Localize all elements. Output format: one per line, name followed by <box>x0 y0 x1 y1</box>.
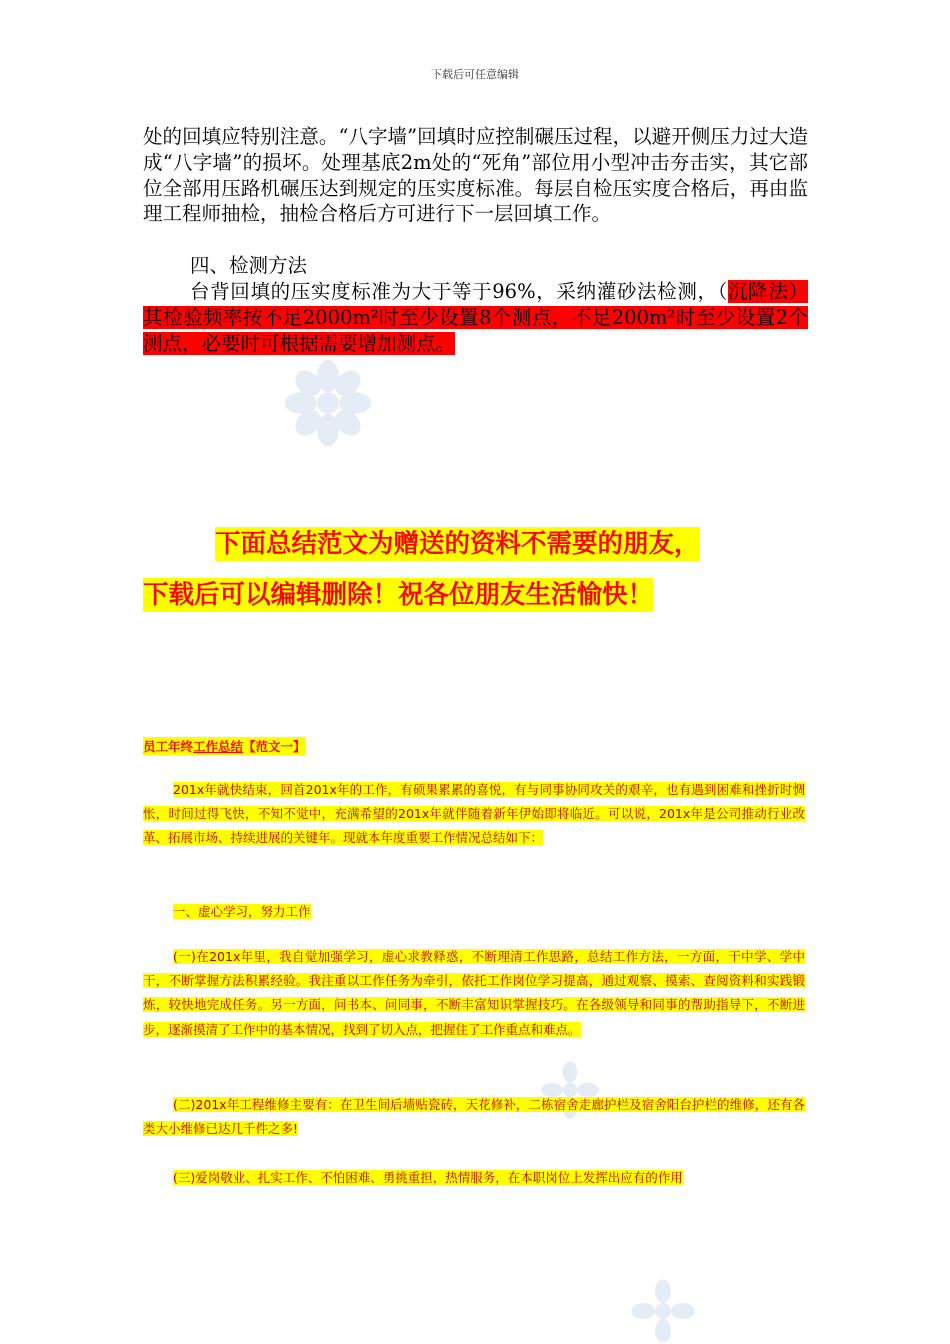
essay-title <box>143 737 306 755</box>
notice-line-2 <box>143 575 823 611</box>
essay-paragraph-2-text: (一)在201x年里，我自觉加强学习，虚心求教释惑，不断理清工作思路，总结工作方法，一方面，干中学、学中干，不断掌握方法积累经验。我注重以工作任务为牵引，依托工作岗位学习提高，通过观察、摸索、查阅资料和实践锻炼，较快地完成任务。另一方面，问书本、问同事，不断丰富知识掌握技巧。在各级领导和同事的帮助指导下，不断进步，逐渐摸清了工作中的基本情况，找到了切入点，把握住了工作重点和难点。 <box>143 949 805 1037</box>
essay-title-part-a: 员工年终 <box>143 739 194 754</box>
essay-paragraph-3 <box>143 1093 805 1141</box>
notice-line-1 <box>143 524 895 560</box>
essay-paragraph-3-text: (二)201x年工程维修主要有：在卫生间后墙贴瓷砖，天花修补，二栋宿舍走廊护栏及宿舍阳台护栏的维修，还有各类大小维修已达几千件之多! <box>143 1097 805 1137</box>
paragraph-testing <box>143 279 808 356</box>
essay-heading-1 <box>143 900 805 924</box>
paragraph-testing-highlight: 沉降法）其检验频率按不足2000m²时至少设置8个测点，不足200m²时至少设置2个测点，必要时可根据需要增加测点。 <box>143 280 808 355</box>
essay-paragraph-1 <box>143 778 805 851</box>
essay-heading-1-text: 一、虚心学习，努力工作 <box>173 904 311 919</box>
essay-paragraph-2 <box>143 945 805 1042</box>
watermark-flower-icon <box>630 1278 696 1344</box>
essay-title-part-c: 【范文一】 <box>243 739 306 754</box>
essay-paragraph-1-text: 201x年就快结束，回首201x年的工作，有硕果累累的喜悦，有与同事协同攻关的艰辛，也有遇到困难和挫折时惆怅，时间过得飞快，不知不觉中，充满希望的201x年就伴随着新年伊始即将临近。可以说，201x年是公司推动行业改革、拓展市场、持续进展的关键年。现就本年度重要工作情况总结如下： <box>143 782 805 846</box>
essay-title-link[interactable]: 工作总结 <box>193 739 244 754</box>
page-header: 下载后可任意编辑 <box>431 68 519 81</box>
paragraph-testing-text: 台背回填的压实度标准为大于等于96%，采纳灌砂法检测，（ <box>190 280 729 303</box>
essay-paragraph-4 <box>143 1166 805 1190</box>
watermark-flower-icon <box>283 358 373 448</box>
section-heading-testing: 四、检测方法 <box>190 254 308 277</box>
notice-line-2-text: 下载后可以编辑删除！祝各位朋友生活愉快！ <box>143 580 654 610</box>
paragraph-backfill: 处的回填应特别注意。“八字墙”回填时应控制碾压过程，以避开侧压力过大造成“八字墙”的损坏。处理基底2m处的“死角”部位用小型冲击夯击实，其它部位全部用压路机碾压达到规定的压实度标准。每层自检压实度合格后，再由监理工程师抽检，抽检合格后方可进行下一层回填工作。 <box>143 125 808 226</box>
essay-paragraph-4-text: (三)爱岗敬业、扎实工作、不怕困难、勇挑重担，热情服务，在本职岗位上发挥出应有的作用 <box>173 1170 683 1185</box>
notice-line-1-text: 下面总结范文为赠送的资料不需要的朋友， <box>215 529 700 559</box>
